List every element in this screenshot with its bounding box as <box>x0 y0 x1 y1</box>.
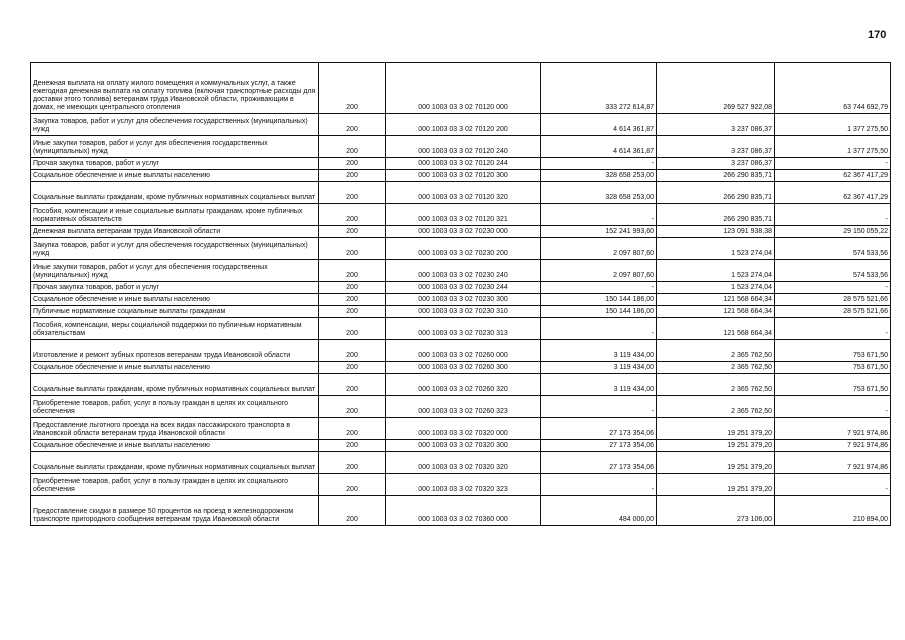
row-plan: - <box>541 204 657 226</box>
row-classification: 000 1003 03 3 02 70230 313 <box>386 318 541 340</box>
row-code: 200 <box>319 340 386 362</box>
row-plan: 4 614 361,87 <box>541 136 657 158</box>
table-row <box>31 63 891 114</box>
row-code: 200 <box>319 204 386 226</box>
row-remainder: 574 533,56 <box>775 238 891 260</box>
row-name: Приобретение товаров, работ, услуг в пользу граждан в целях их социального обеспечения <box>31 474 319 496</box>
row-name: Закупка товаров, работ и услуг для обеспечения государственных (муниципальных) нужд <box>31 114 319 136</box>
row-code: 200 <box>319 63 386 114</box>
row-executed: 121 568 664,34 <box>657 294 775 306</box>
row-executed: 266 290 835,71 <box>657 182 775 204</box>
row-plan: - <box>541 396 657 418</box>
row-executed: 1 523 274,04 <box>657 238 775 260</box>
row-remainder: 62 367 417,29 <box>775 170 891 182</box>
row-plan: 3 119 434,00 <box>541 340 657 362</box>
row-name: Социальное обеспечение и иные выплаты населению <box>31 362 319 374</box>
row-classification: 000 1003 03 3 02 70230 200 <box>386 238 541 260</box>
row-name: Социальные выплаты гражданам, кроме публичных нормативных социальных выплат <box>31 374 319 396</box>
row-executed: 3 237 086,37 <box>657 136 775 158</box>
row-name: Публичные нормативные социальные выплаты гражданам <box>31 306 319 318</box>
row-classification: 000 1003 03 3 02 70230 000 <box>386 226 541 238</box>
row-name: Денежная выплата ветеранам труда Ивановской области <box>31 226 319 238</box>
table-row <box>31 340 891 362</box>
row-executed: 121 568 664,34 <box>657 318 775 340</box>
table-row <box>31 418 891 440</box>
row-remainder: - <box>775 474 891 496</box>
row-executed: 2 365 762,50 <box>657 374 775 396</box>
row-classification: 000 1003 03 3 02 70120 320 <box>386 182 541 204</box>
row-executed: 123 091 938,38 <box>657 226 775 238</box>
row-name: Социальное обеспечение и иные выплаты населению <box>31 440 319 452</box>
row-remainder: 29 150 055,22 <box>775 226 891 238</box>
budget-execution-table <box>30 62 891 526</box>
row-classification: 000 1003 03 3 02 70320 300 <box>386 440 541 452</box>
table-row <box>31 260 891 282</box>
row-executed: 2 365 762,50 <box>657 396 775 418</box>
row-code: 200 <box>319 238 386 260</box>
row-name: Приобретение товаров, работ, услуг в пользу граждан в целях их социального обеспечения <box>31 396 319 418</box>
row-classification: 000 1003 03 3 02 70260 323 <box>386 396 541 418</box>
row-plan: 328 658 253,00 <box>541 170 657 182</box>
row-executed: 19 251 379,20 <box>657 452 775 474</box>
row-executed: 2 365 762,50 <box>657 340 775 362</box>
row-code: 200 <box>319 226 386 238</box>
row-plan: 27 173 354,06 <box>541 452 657 474</box>
row-name: Закупка товаров, работ и услуг для обеспечения государственных (муниципальных) нужд <box>31 238 319 260</box>
table-row <box>31 282 891 294</box>
row-executed: 266 290 835,71 <box>657 170 775 182</box>
row-executed: 273 106,00 <box>657 496 775 526</box>
table-row <box>31 374 891 396</box>
row-plan: 27 173 354,06 <box>541 418 657 440</box>
row-classification: 000 1003 03 3 02 70120 240 <box>386 136 541 158</box>
row-classification: 000 1003 03 3 02 70320 323 <box>386 474 541 496</box>
table-row <box>31 440 891 452</box>
row-remainder: - <box>775 396 891 418</box>
row-remainder: - <box>775 318 891 340</box>
row-code: 200 <box>319 474 386 496</box>
row-classification: 000 1003 03 3 02 70230 244 <box>386 282 541 294</box>
row-remainder: - <box>775 158 891 170</box>
row-code: 200 <box>319 158 386 170</box>
table-row <box>31 496 891 526</box>
row-executed: 269 527 922,08 <box>657 63 775 114</box>
row-remainder: 753 671,50 <box>775 362 891 374</box>
row-plan: - <box>541 158 657 170</box>
row-plan: 3 119 434,00 <box>541 374 657 396</box>
row-plan: 150 144 186,00 <box>541 306 657 318</box>
row-executed: 1 523 274,04 <box>657 282 775 294</box>
table-row <box>31 170 891 182</box>
table-row <box>31 318 891 340</box>
row-plan: 4 614 361,87 <box>541 114 657 136</box>
row-code: 200 <box>319 496 386 526</box>
row-plan: 152 241 993,60 <box>541 226 657 238</box>
row-code: 200 <box>319 374 386 396</box>
row-classification: 000 1003 03 3 02 70230 310 <box>386 306 541 318</box>
row-classification: 000 1003 03 3 02 70320 320 <box>386 452 541 474</box>
row-name: Денежная выплата на оплату жилого помещения и коммунальных услуг, а также ежегодная денежная выплата на оплату топлива (включая транспортные расходы для доставки этого топлива) ветеранам труда Ивановской области, проживающим в домах, не имеющих центрального отопления <box>31 63 319 114</box>
row-remainder: 1 377 275,50 <box>775 114 891 136</box>
row-remainder: 1 377 275,50 <box>775 136 891 158</box>
table-row <box>31 452 891 474</box>
table-row <box>31 294 891 306</box>
row-remainder: 28 575 521,66 <box>775 306 891 318</box>
row-executed: 266 290 835,71 <box>657 204 775 226</box>
row-classification: 000 1003 03 3 02 70260 300 <box>386 362 541 374</box>
row-name: Прочая закупка товаров, работ и услуг <box>31 282 319 294</box>
row-remainder: - <box>775 204 891 226</box>
row-name: Предоставление скидки в размере 50 процентов на проезд в железнодорожном транспорте пригородного сообщения ветеранам труда Ивановской области <box>31 496 319 526</box>
row-name: Иные закупки товаров, работ и услуг для обеспечения государственных (муниципальных) нужд <box>31 136 319 158</box>
row-remainder: 62 367 417,29 <box>775 182 891 204</box>
row-remainder: 210 894,00 <box>775 496 891 526</box>
row-code: 200 <box>319 452 386 474</box>
row-classification: 000 1003 03 3 02 70230 300 <box>386 294 541 306</box>
row-remainder: - <box>775 282 891 294</box>
row-name: Изготовление и ремонт зубных протезов ветеранам труда Ивановской области <box>31 340 319 362</box>
row-code: 200 <box>319 182 386 204</box>
table-row <box>31 238 891 260</box>
row-executed: 1 523 274,04 <box>657 260 775 282</box>
row-plan: 3 119 434,00 <box>541 362 657 374</box>
row-executed: 3 237 086,37 <box>657 158 775 170</box>
row-plan: 333 272 614,87 <box>541 63 657 114</box>
row-code: 200 <box>319 114 386 136</box>
row-remainder: 753 671,50 <box>775 340 891 362</box>
row-plan: - <box>541 318 657 340</box>
row-executed: 2 365 762,50 <box>657 362 775 374</box>
row-remainder: 7 921 974,86 <box>775 440 891 452</box>
row-remainder: 7 921 974,86 <box>775 452 891 474</box>
row-executed: 19 251 379,20 <box>657 440 775 452</box>
row-plan: 150 144 186,00 <box>541 294 657 306</box>
row-executed: 19 251 379,20 <box>657 418 775 440</box>
row-plan: 27 173 354,06 <box>541 440 657 452</box>
row-plan: 484 000,00 <box>541 496 657 526</box>
row-remainder: 753 671,50 <box>775 374 891 396</box>
table-row <box>31 114 891 136</box>
table-row <box>31 306 891 318</box>
table-row <box>31 136 891 158</box>
table-row <box>31 396 891 418</box>
row-code: 200 <box>319 418 386 440</box>
row-code: 200 <box>319 306 386 318</box>
row-name: Социальные выплаты гражданам, кроме публичных нормативных социальных выплат <box>31 182 319 204</box>
row-remainder: 28 575 521,66 <box>775 294 891 306</box>
row-name: Предоставление льготного проезда на всех видах пассажирского транспорта в Ивановской области ветеранам труда Ивановской области <box>31 418 319 440</box>
row-code: 200 <box>319 318 386 340</box>
table-row <box>31 474 891 496</box>
row-plan: 2 097 807,60 <box>541 260 657 282</box>
row-classification: 000 1003 03 3 02 70260 320 <box>386 374 541 396</box>
row-plan: - <box>541 282 657 294</box>
row-code: 200 <box>319 294 386 306</box>
row-plan: 328 658 253,00 <box>541 182 657 204</box>
row-classification: 000 1003 03 3 02 70360 000 <box>386 496 541 526</box>
row-code: 200 <box>319 440 386 452</box>
row-name: Социальное обеспечение и иные выплаты населению <box>31 170 319 182</box>
row-code: 200 <box>319 282 386 294</box>
row-name: Социальные выплаты гражданам, кроме публичных нормативных социальных выплат <box>31 452 319 474</box>
row-code: 200 <box>319 170 386 182</box>
row-code: 200 <box>319 136 386 158</box>
row-name: Прочая закупка товаров, работ и услуг <box>31 158 319 170</box>
row-name: Социальное обеспечение и иные выплаты населению <box>31 294 319 306</box>
row-classification: 000 1003 03 3 02 70260 000 <box>386 340 541 362</box>
table-row <box>31 362 891 374</box>
table-row <box>31 204 891 226</box>
row-executed: 3 237 086,37 <box>657 114 775 136</box>
row-executed: 121 568 664,34 <box>657 306 775 318</box>
row-name: Иные закупки товаров, работ и услуг для обеспечения государственных (муниципальных) нужд <box>31 260 319 282</box>
row-classification: 000 1003 03 3 02 70120 300 <box>386 170 541 182</box>
row-remainder: 63 744 692,79 <box>775 63 891 114</box>
page-number: 170 <box>868 29 887 41</box>
row-classification: 000 1003 03 3 02 70120 321 <box>386 204 541 226</box>
row-classification: 000 1003 03 3 02 70120 244 <box>386 158 541 170</box>
row-name: Пособия, компенсации, меры социальной поддержки по публичным нормативным обязательствам <box>31 318 319 340</box>
table-row <box>31 182 891 204</box>
table-row <box>31 158 891 170</box>
row-classification: 000 1003 03 3 02 70230 240 <box>386 260 541 282</box>
row-executed: 19 251 379,20 <box>657 474 775 496</box>
row-plan: - <box>541 474 657 496</box>
row-classification: 000 1003 03 3 02 70120 000 <box>386 63 541 114</box>
table-row <box>31 226 891 238</box>
row-code: 200 <box>319 260 386 282</box>
row-remainder: 7 921 974,86 <box>775 418 891 440</box>
row-code: 200 <box>319 396 386 418</box>
row-classification: 000 1003 03 3 02 70120 200 <box>386 114 541 136</box>
row-code: 200 <box>319 362 386 374</box>
row-plan: 2 097 807,60 <box>541 238 657 260</box>
row-name: Пособия, компенсации и иные социальные выплаты гражданам, кроме публичных нормативных обязательств <box>31 204 319 226</box>
row-classification: 000 1003 03 3 02 70320 000 <box>386 418 541 440</box>
row-remainder: 574 533,56 <box>775 260 891 282</box>
